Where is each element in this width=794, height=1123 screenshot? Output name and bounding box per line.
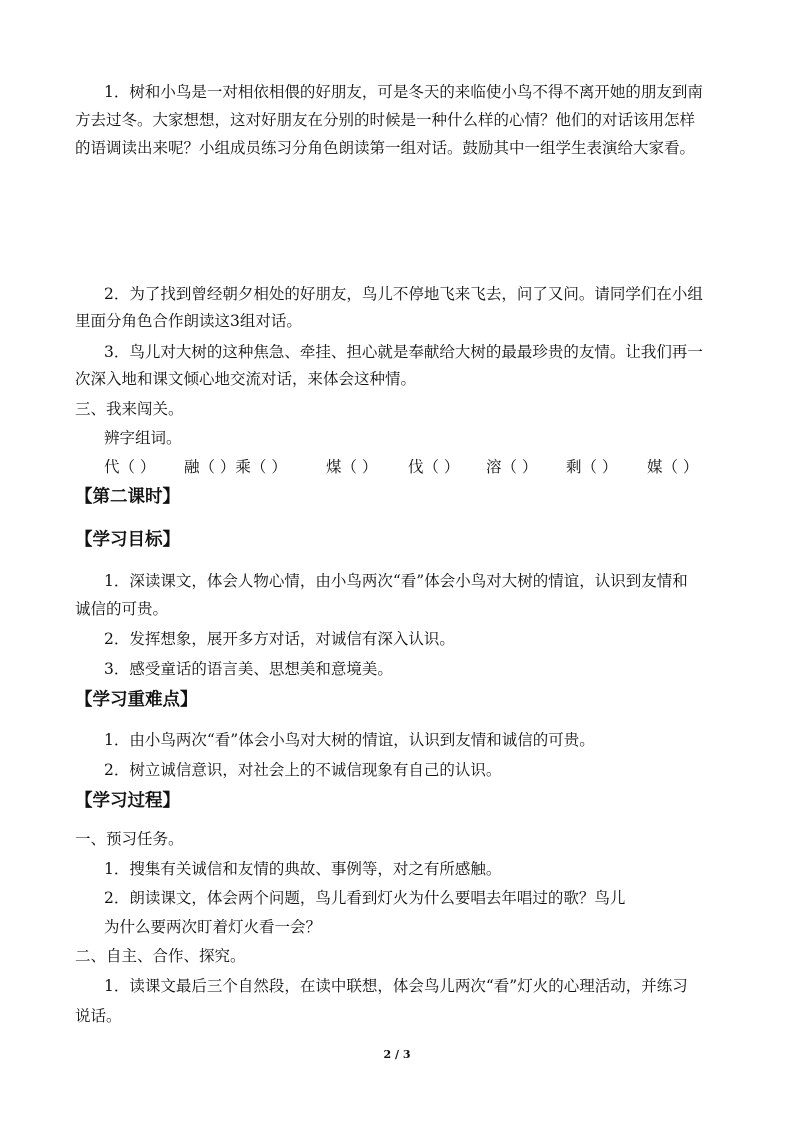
paragraph-2-line-2: 里面分角色合作朗读这3组对话。	[75, 312, 302, 330]
preview-task-heading: 一、预习任务。	[75, 830, 184, 848]
learning-process-heading: 【学习过程】	[75, 791, 180, 811]
paragraph-1-line-1: 1．树和小鸟是一对相依相偎的好朋友，可是冬天的来临使小鸟不得不离开她的朋友到南	[104, 83, 703, 101]
preview-task-2-line-1: 2．朗读课文，体会两个问题，鸟儿看到灯火为什么要唱去年唱过的歌？鸟儿	[104, 889, 626, 907]
key-points-heading: 【学习重难点】	[75, 690, 198, 710]
hanzi-item: 融（ ）乘（ ）	[184, 458, 287, 476]
lesson-two-heading: 【第二课时】	[75, 487, 180, 507]
hanzi-item: 溶（ ）	[486, 458, 538, 476]
preview-task-1: 1．搜集有关诚信和友情的典故、事例等，对之有所感触。	[104, 860, 502, 878]
section-three-heading: 三、我来闯关。	[75, 400, 184, 418]
hanzi-item: 煤（ ）	[326, 458, 378, 476]
paragraph-3-line-1: 3．鸟儿对大树的这种焦急、牵挂、担心就是奉献给大树的最最珍贵的友情。让我们再一	[104, 343, 703, 361]
preview-task-2-line-2: 为什么要两次盯着灯火看一会？	[104, 918, 322, 936]
key-point-1: 1．由小鸟两次“看”体会小鸟对大树的情谊，认识到友情和诚信的可贵。	[104, 731, 595, 749]
learning-goals-heading: 【学习目标】	[75, 530, 180, 550]
hanzi-item: 代（ ）	[104, 458, 156, 476]
hanzi-exercise-row	[104, 457, 724, 477]
hanzi-item: 媒（ ）	[647, 458, 699, 476]
paragraph-1-line-3: 的语调读出来呢？小组成员练习分角色朗读第一组对话。鼓励其中一组学生表演给大家看。	[75, 139, 696, 157]
page-number: 2 / 3	[383, 1048, 411, 1061]
paragraph-2-line-1: 2．为了找到曾经朝夕相处的好朋友，鸟儿不停地飞来飞去，问了又问。请同学们在小组	[104, 285, 703, 303]
goal-3: 3．感受童话的语言美、思想美和意境美。	[104, 660, 393, 678]
goal-2: 2．发挥想象，展开多方对话，对诚信有深入认识。	[104, 630, 455, 648]
goal-1-line-2: 诚信的可贵。	[75, 600, 169, 618]
hanzi-item: 伐（ ）	[408, 458, 460, 476]
section-two-heading: 二、自主、合作、探究。	[75, 947, 246, 965]
paragraph-1-line-2: 方去过冬。大家想想，这对好朋友在分别的时候是一种什么样的心情？他们的对话该用怎样	[75, 111, 696, 129]
exercise-instruction: 辨字组词。	[104, 429, 182, 447]
inquiry-1-line-1: 1．读课文最后三个自然段，在读中联想，体会鸟儿两次“看”灯火的心理活动，并练习	[104, 977, 688, 995]
paragraph-3-line-2: 次深入地和课文倾心地交流对话，来体会这种情。	[75, 370, 417, 388]
inquiry-1-line-2: 说话。	[75, 1007, 122, 1025]
hanzi-item: 剩（ ）	[566, 458, 618, 476]
goal-1-line-1: 1．深读课文，体会人物心情，由小鸟两次“看”体会小鸟对大树的情谊，认识到友情和	[104, 572, 688, 590]
key-point-2: 2．树立诚信意识，对社会上的不诚信现象有自己的认识。	[104, 761, 502, 779]
